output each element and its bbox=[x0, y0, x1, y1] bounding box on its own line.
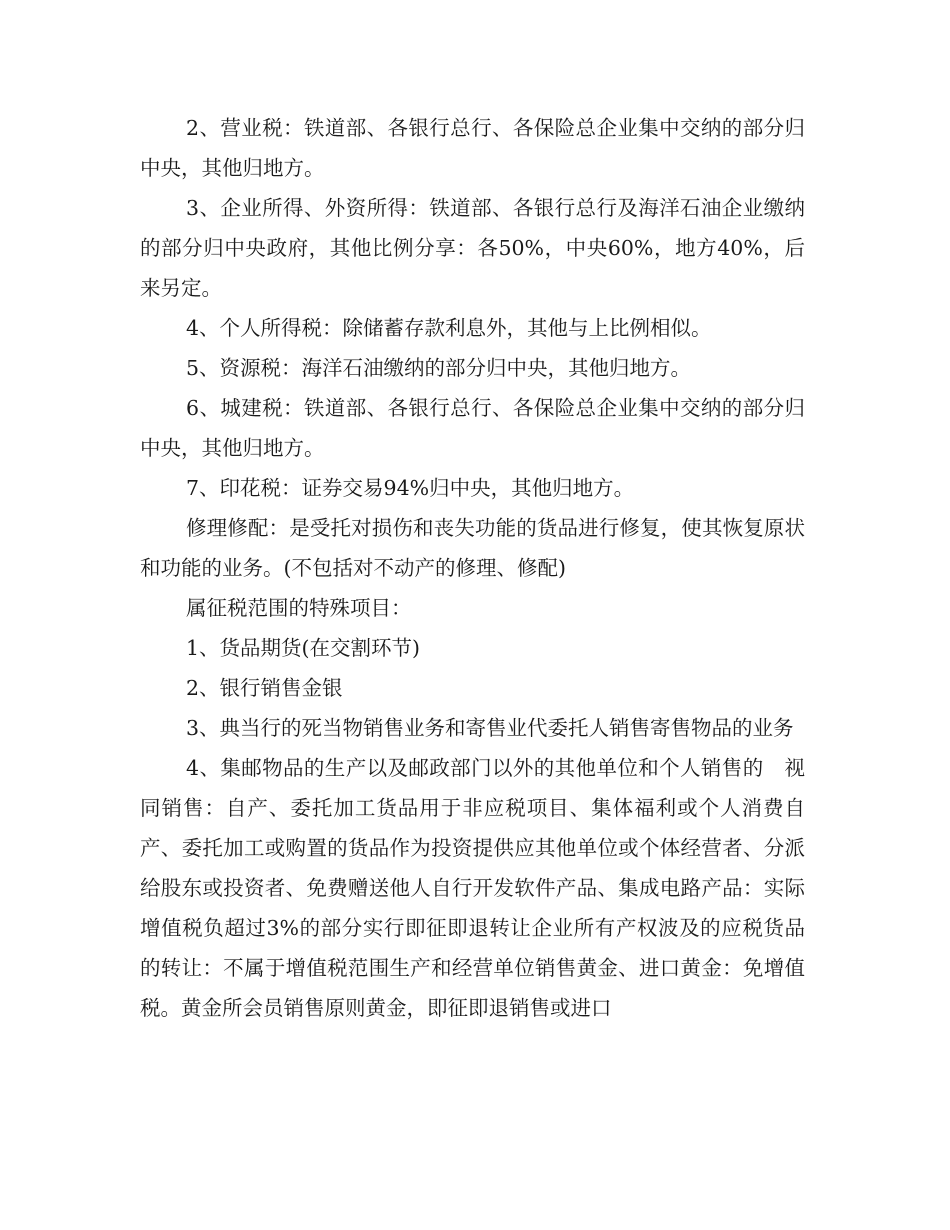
paragraph-income-tax: 3、企业所得、外资所得：铁道部、各银行总行及海洋石油企业缴纳的部分归中央政府，其他比例分享：各50%，中央60%，地方40%，后来另定。 bbox=[140, 196, 805, 300]
paragraph-resource-tax: 5、资源税：海洋石油缴纳的部分归中央，其他归地方。 bbox=[186, 356, 692, 380]
paragraph-personal-income-tax: 4、个人所得税：除储蓄存款利息外，其他与上比例相似。 bbox=[186, 316, 712, 340]
paragraph-urban-construction-tax: 6、城建税：铁道部、各银行总行、各保险总企业集中交纳的部分归中央，其他归地方。 bbox=[140, 396, 805, 460]
paragraph-special-item-4: 4、集邮物品的生产以及邮政部门以外的其他单位和个人销售的 视同销售：自产、委托加工货品用于非应税项目、集体福利或个人消费自产、委托加工或购置的货品作为投资提供应其他单位或个体经营者、分派给股东或投资者、免费赠送他人自行开发软件产品、集成电路产品：实际增值税负超过3%的部分实行即征即退转让企业所有产权波及的应税货品的转让：不属于增值税范围生产和经营单位销售黄金、进口黄金：免增值税。黄金所会员销售原则黄金，即征即退销售或进口 bbox=[140, 756, 805, 1020]
paragraph-special-item-1: 1、货品期货(在交割环节) bbox=[186, 636, 421, 660]
paragraph-special-items-heading: 属征税范围的特殊项目： bbox=[186, 596, 412, 620]
document-page bbox=[140, 108, 805, 1028]
paragraph-special-item-2: 2、银行销售金银 bbox=[186, 676, 343, 700]
paragraph-repair-definition: 修理修配：是受托对损伤和丧失功能的货品进行修复，使其恢复原状和功能的业务。(不包括对不动产的修理、修配) bbox=[140, 516, 805, 580]
paragraph-stamp-tax: 7、印花税：证券交易94%归中央，其他归地方。 bbox=[186, 476, 635, 500]
paragraph-special-item-3: 3、典当行的死当物销售业务和寄售业代委托人销售寄售物品的业务 bbox=[186, 716, 794, 740]
paragraph-business-tax: 2、营业税：铁道部、各银行总行、各保险总企业集中交纳的部分归中央，其他归地方。 bbox=[140, 116, 805, 180]
